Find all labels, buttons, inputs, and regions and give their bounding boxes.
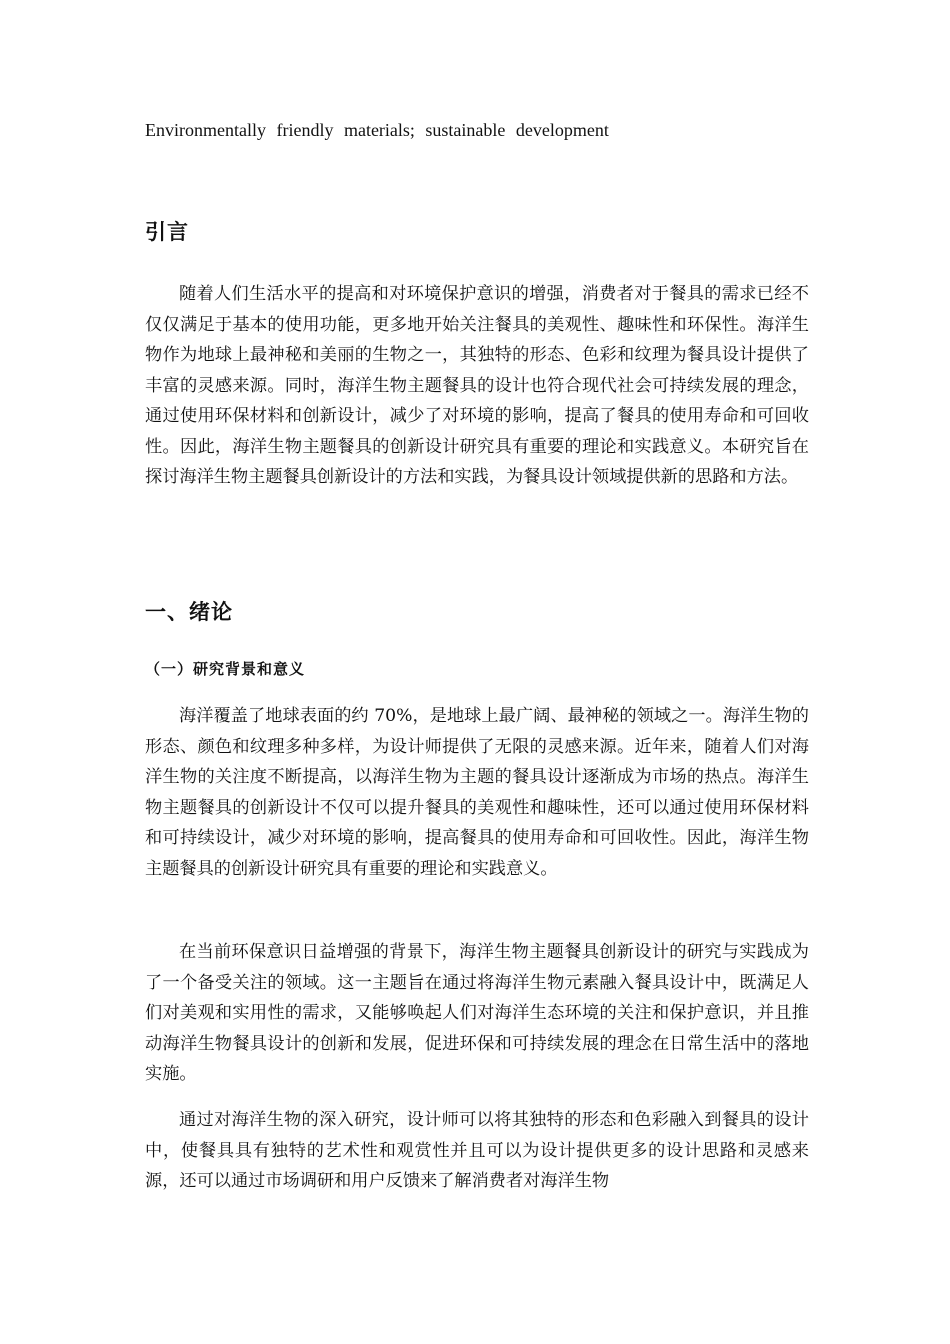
section1-heading: （一）研究背景和意义 — [145, 660, 306, 678]
english-keywords: Environmentally friendly materials; sustainable development — [145, 120, 609, 140]
introduction-heading: 引言 — [145, 220, 189, 244]
chapter1-heading: 一、绪论 — [145, 600, 233, 624]
section1-paragraph-1: 海洋覆盖了地球表面的约 70%，是地球上最广阔、最神秘的领域之一。海洋生物的形态、颜色和纹理多种多样，为设计师提供了无限的灵感来源。近年来，随着人们对海洋生物的关注度不断提高，以海洋生物为主题的餐具设计逐渐成为市场的热点。海洋生物主题餐具的创新设计不仅可以提升餐具的美观性和趣味性，还可以通过使用环保材料和可持续设计，减少对环境的影响，提高餐具的使用寿命和可回收性。因此，海洋生物主题餐具的创新设计研究具有重要的理论和实践意义。 — [145, 706, 809, 879]
section1-paragraph-3: 通过对海洋生物的深入研究，设计师可以将其独特的形态和色彩融入到餐具的设计中，使餐具具有独特的艺术性和观赏性并且可以为设计提供更多的设计思路和灵感来源，还可以通过市场调研和用户反馈来了解消费者对海洋生物 — [145, 1110, 809, 1191]
section1-paragraph-2: 在当前环保意识日益增强的背景下，海洋生物主题餐具创新设计的研究与实践成为了一个备受关注的领域。这一主题旨在通过将海洋生物元素融入餐具设计中，既满足人们对美观和实用性的需求，又能够唤起人们对海洋生态环境的关注和保护意识，并且推动海洋生物餐具设计的创新和发展，促进环保和可持续发展的理念在日常生活中的落地实施。 — [145, 942, 809, 1084]
introduction-paragraph: 随着人们生活水平的提高和对环境保护意识的增强，消费者对于餐具的需求已经不仅仅满足于基本的使用功能，更多地开始关注餐具的美观性、趣味性和环保性。海洋生物作为地球上最神秘和美丽的生物之一，其独特的形态、色彩和纹理为餐具设计提供了丰富的灵感来源。同时，海洋生物主题餐具的设计也符合现代社会可持续发展的理念，通过使用环保材料和创新设计，减少了对环境的影响，提高了餐具的使用寿命和可回收性。因此，海洋生物主题餐具的创新设计研究具有重要的理论和实践意义。本研究旨在探讨海洋生物主题餐具创新设计的方法和实践，为餐具设计领域提供新的思路和方法。 — [145, 284, 809, 487]
